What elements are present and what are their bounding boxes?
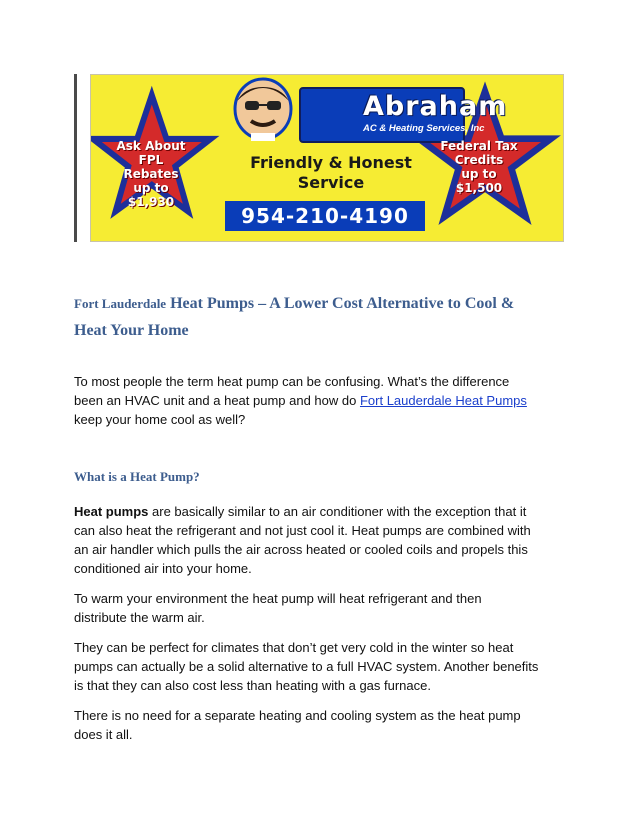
text-line: conditioned air into your home. — [74, 561, 252, 576]
left-margin-rule — [74, 74, 77, 242]
text-line: To warm your environment the heat pump will heat refrigerant and then — [74, 591, 482, 606]
text-line: is that they can also cost less than heating with a gas furnace. — [74, 678, 431, 693]
phone-number: 954-210-4190 — [241, 204, 409, 228]
mascot-face-icon — [235, 79, 291, 141]
text-line: does it all. — [74, 727, 133, 742]
paragraph-no-need — [74, 706, 564, 744]
left-star-text — [113, 139, 189, 209]
company-logo — [299, 87, 508, 143]
right-star-text — [437, 139, 521, 195]
text-line: are basically similar to an air conditioner with the exception that it — [148, 504, 527, 519]
tagline-line: Friendly & Honest — [250, 153, 412, 172]
star-line: up to — [461, 167, 497, 181]
heading-text-line2: Heat Your Home — [74, 322, 189, 339]
heading-text: Heat Pumps – A Lower Cost Alternative to Cool & — [166, 295, 515, 312]
star-line: Federal Tax — [440, 139, 518, 153]
heading-city: Fort Lauderdale — [74, 296, 167, 311]
tagline-line: Service — [297, 173, 365, 192]
star-line: up to — [133, 181, 169, 195]
text-line: an air handler which pulls the air across heated or cooled coils and propels this — [74, 542, 528, 557]
text-line: They can be perfect for climates that don’t get very cold in the winter so heat — [74, 640, 514, 655]
company-subtitle: AC & Heating Services, Inc — [363, 123, 485, 134]
text-line: There is no need for a separate heating and cooling system as the heat pump — [74, 708, 521, 723]
star-line: FPL Rebates — [123, 153, 179, 181]
text-line: can also heat the refrigerant and not just cool it. Heat pumps are combined with — [74, 523, 531, 538]
company-banner — [90, 74, 564, 242]
text-line: been an HVAC unit and a heat pump and how do — [74, 393, 360, 408]
company-name: Abraham — [363, 91, 508, 122]
text-line: pumps can actually be a solid alternative to a full HVAC system. Another benefits — [74, 659, 539, 674]
star-line: $1,930 — [127, 195, 175, 209]
bold-term: Heat pumps — [74, 504, 149, 519]
text-line: keep your home cool as well? — [74, 412, 246, 427]
section-heading: What is a Heat Pump? — [74, 469, 200, 484]
paragraph-warm — [74, 589, 564, 627]
banner-tagline — [241, 153, 421, 193]
text-line: To most people the term heat pump can be confusing. What’s the difference — [74, 374, 510, 389]
star-line: $1,500 — [455, 181, 503, 195]
star-line: Credits — [454, 153, 504, 167]
fort-lauderdale-heat-pumps-link[interactable]: Fort Lauderdale Heat Pumps — [359, 393, 527, 408]
phone-box — [225, 201, 425, 231]
paragraph-climates — [74, 638, 564, 695]
text-line: distribute the warm air. — [74, 610, 205, 625]
paragraph-heat-pumps — [74, 502, 564, 578]
star-line: Ask About — [116, 139, 186, 153]
intro-paragraph — [74, 372, 564, 429]
article-heading — [74, 290, 564, 344]
